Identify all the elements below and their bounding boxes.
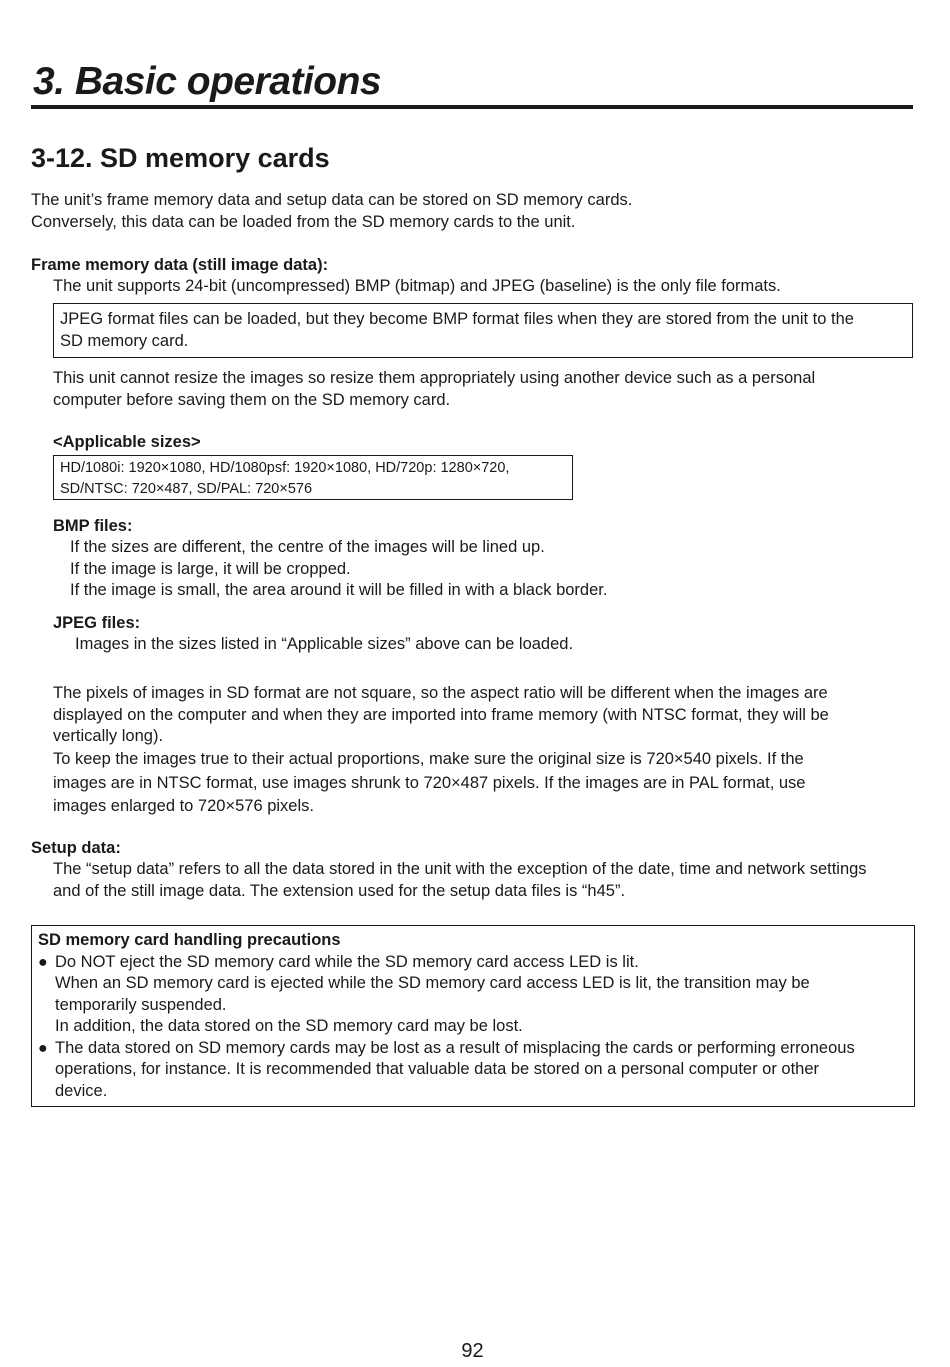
page-number: 92 [461, 1340, 484, 1362]
applicable-sizes-heading: <Applicable sizes> [53, 433, 201, 451]
precaution-line: device. [55, 1081, 108, 1100]
proportions-line: To keep the images true to their actual proportions, make sure the original size is 720×540 pixels. If the [53, 750, 804, 768]
precaution-line: Do NOT eject the SD memory card while the SD memory card access LED is lit. [55, 952, 639, 971]
jpeg-note-line: JPEG format files can be loaded, but they become BMP format files when they are stored from the unit to the [60, 310, 854, 328]
setup-paragraph [53, 859, 867, 902]
precautions-box [31, 925, 915, 1107]
precaution-line: temporarily suspended. [55, 995, 227, 1014]
bmp-list [70, 537, 607, 602]
bmp-heading: BMP files: [53, 517, 133, 535]
intro-line: Conversely, this data can be loaded from the SD memory cards to the unit. [31, 212, 576, 231]
jpeg-note-box [53, 303, 913, 358]
applicable-sizes-box [53, 455, 573, 500]
frame-memory-text: The unit supports 24-bit (uncompressed) BMP (bitmap) and JPEG (baseline) is the only file formats. [53, 277, 781, 295]
proportions-line: images are in NTSC format, use images shrunk to 720×487 pixels. If the images are in PAL format, use [53, 773, 806, 792]
intro-line: The unit’s frame memory data and setup data can be stored on SD memory cards. [31, 191, 633, 209]
setup-line: The “setup data” refers to all the data stored in the unit with the exception of the date, time and network settings [53, 860, 867, 878]
jpeg-line: Images in the sizes listed in “Applicable sizes” above can be loaded. [75, 635, 574, 653]
precaution-line: The data stored on SD memory cards may be lost as a result of misplacing the cards or performing erroneous [55, 1038, 855, 1057]
frame-memory-heading: Frame memory data (still image data): [31, 256, 329, 274]
bmp-line: If the sizes are different, the centre of the images will be lined up. [70, 538, 545, 556]
bmp-line: If the image is small, the area around it will be filled in with a black border. [70, 581, 608, 599]
setup-line: and of the still image data. The extension used for the setup data files is “h45”. [53, 881, 626, 900]
resize-line: computer before saving them on the SD memory card. [53, 390, 451, 409]
precaution-line: In addition, the data stored on the SD memory card may be lost. [55, 1017, 523, 1035]
setup-heading: Setup data: [31, 839, 121, 857]
chapter-rule [31, 105, 913, 109]
precautions-heading: SD memory card handling precautions [38, 931, 341, 949]
section-title: 3-12. SD memory cards [31, 143, 330, 173]
resize-paragraph [53, 368, 815, 411]
precaution-item [38, 952, 914, 1038]
pixels-paragraph [53, 683, 829, 748]
pixels-line: The pixels of images in SD format are not square, so the aspect ratio will be different when the images are [53, 684, 828, 702]
proportions-line: images enlarged to 720×576 pixels. [53, 797, 314, 815]
pixels-line: vertically long). [53, 727, 164, 745]
bullet-icon: ● [38, 1039, 48, 1057]
intro-paragraph [31, 190, 632, 233]
precaution-line: When an SD memory card is ejected while the SD memory card access LED is lit, the transition may be [55, 974, 810, 992]
jpeg-note-line: SD memory card. [60, 331, 189, 350]
applicable-sizes-line: HD/1080i: 1920×1080, HD/1080psf: 1920×1080, HD/720p: 1280×720, [60, 460, 510, 476]
proportions-paragraph [53, 748, 805, 819]
bullet-icon: ● [38, 953, 48, 971]
bmp-line: If the image is large, it will be cropped. [70, 559, 351, 578]
precaution-line: operations, for instance. It is recommended that valuable data be stored on a personal computer or other [55, 1060, 820, 1078]
jpeg-heading: JPEG files: [53, 614, 141, 632]
precaution-item [38, 1038, 914, 1103]
pixels-line: displayed on the computer and when they are imported into frame memory (with NTSC format, they will be [53, 705, 829, 724]
applicable-sizes-line: SD/NTSC: 720×487, SD/PAL: 720×576 [60, 481, 313, 497]
resize-line: This unit cannot resize the images so resize them appropriately using another device such as a personal [53, 369, 816, 387]
chapter-title: 3. Basic operations [33, 60, 382, 103]
